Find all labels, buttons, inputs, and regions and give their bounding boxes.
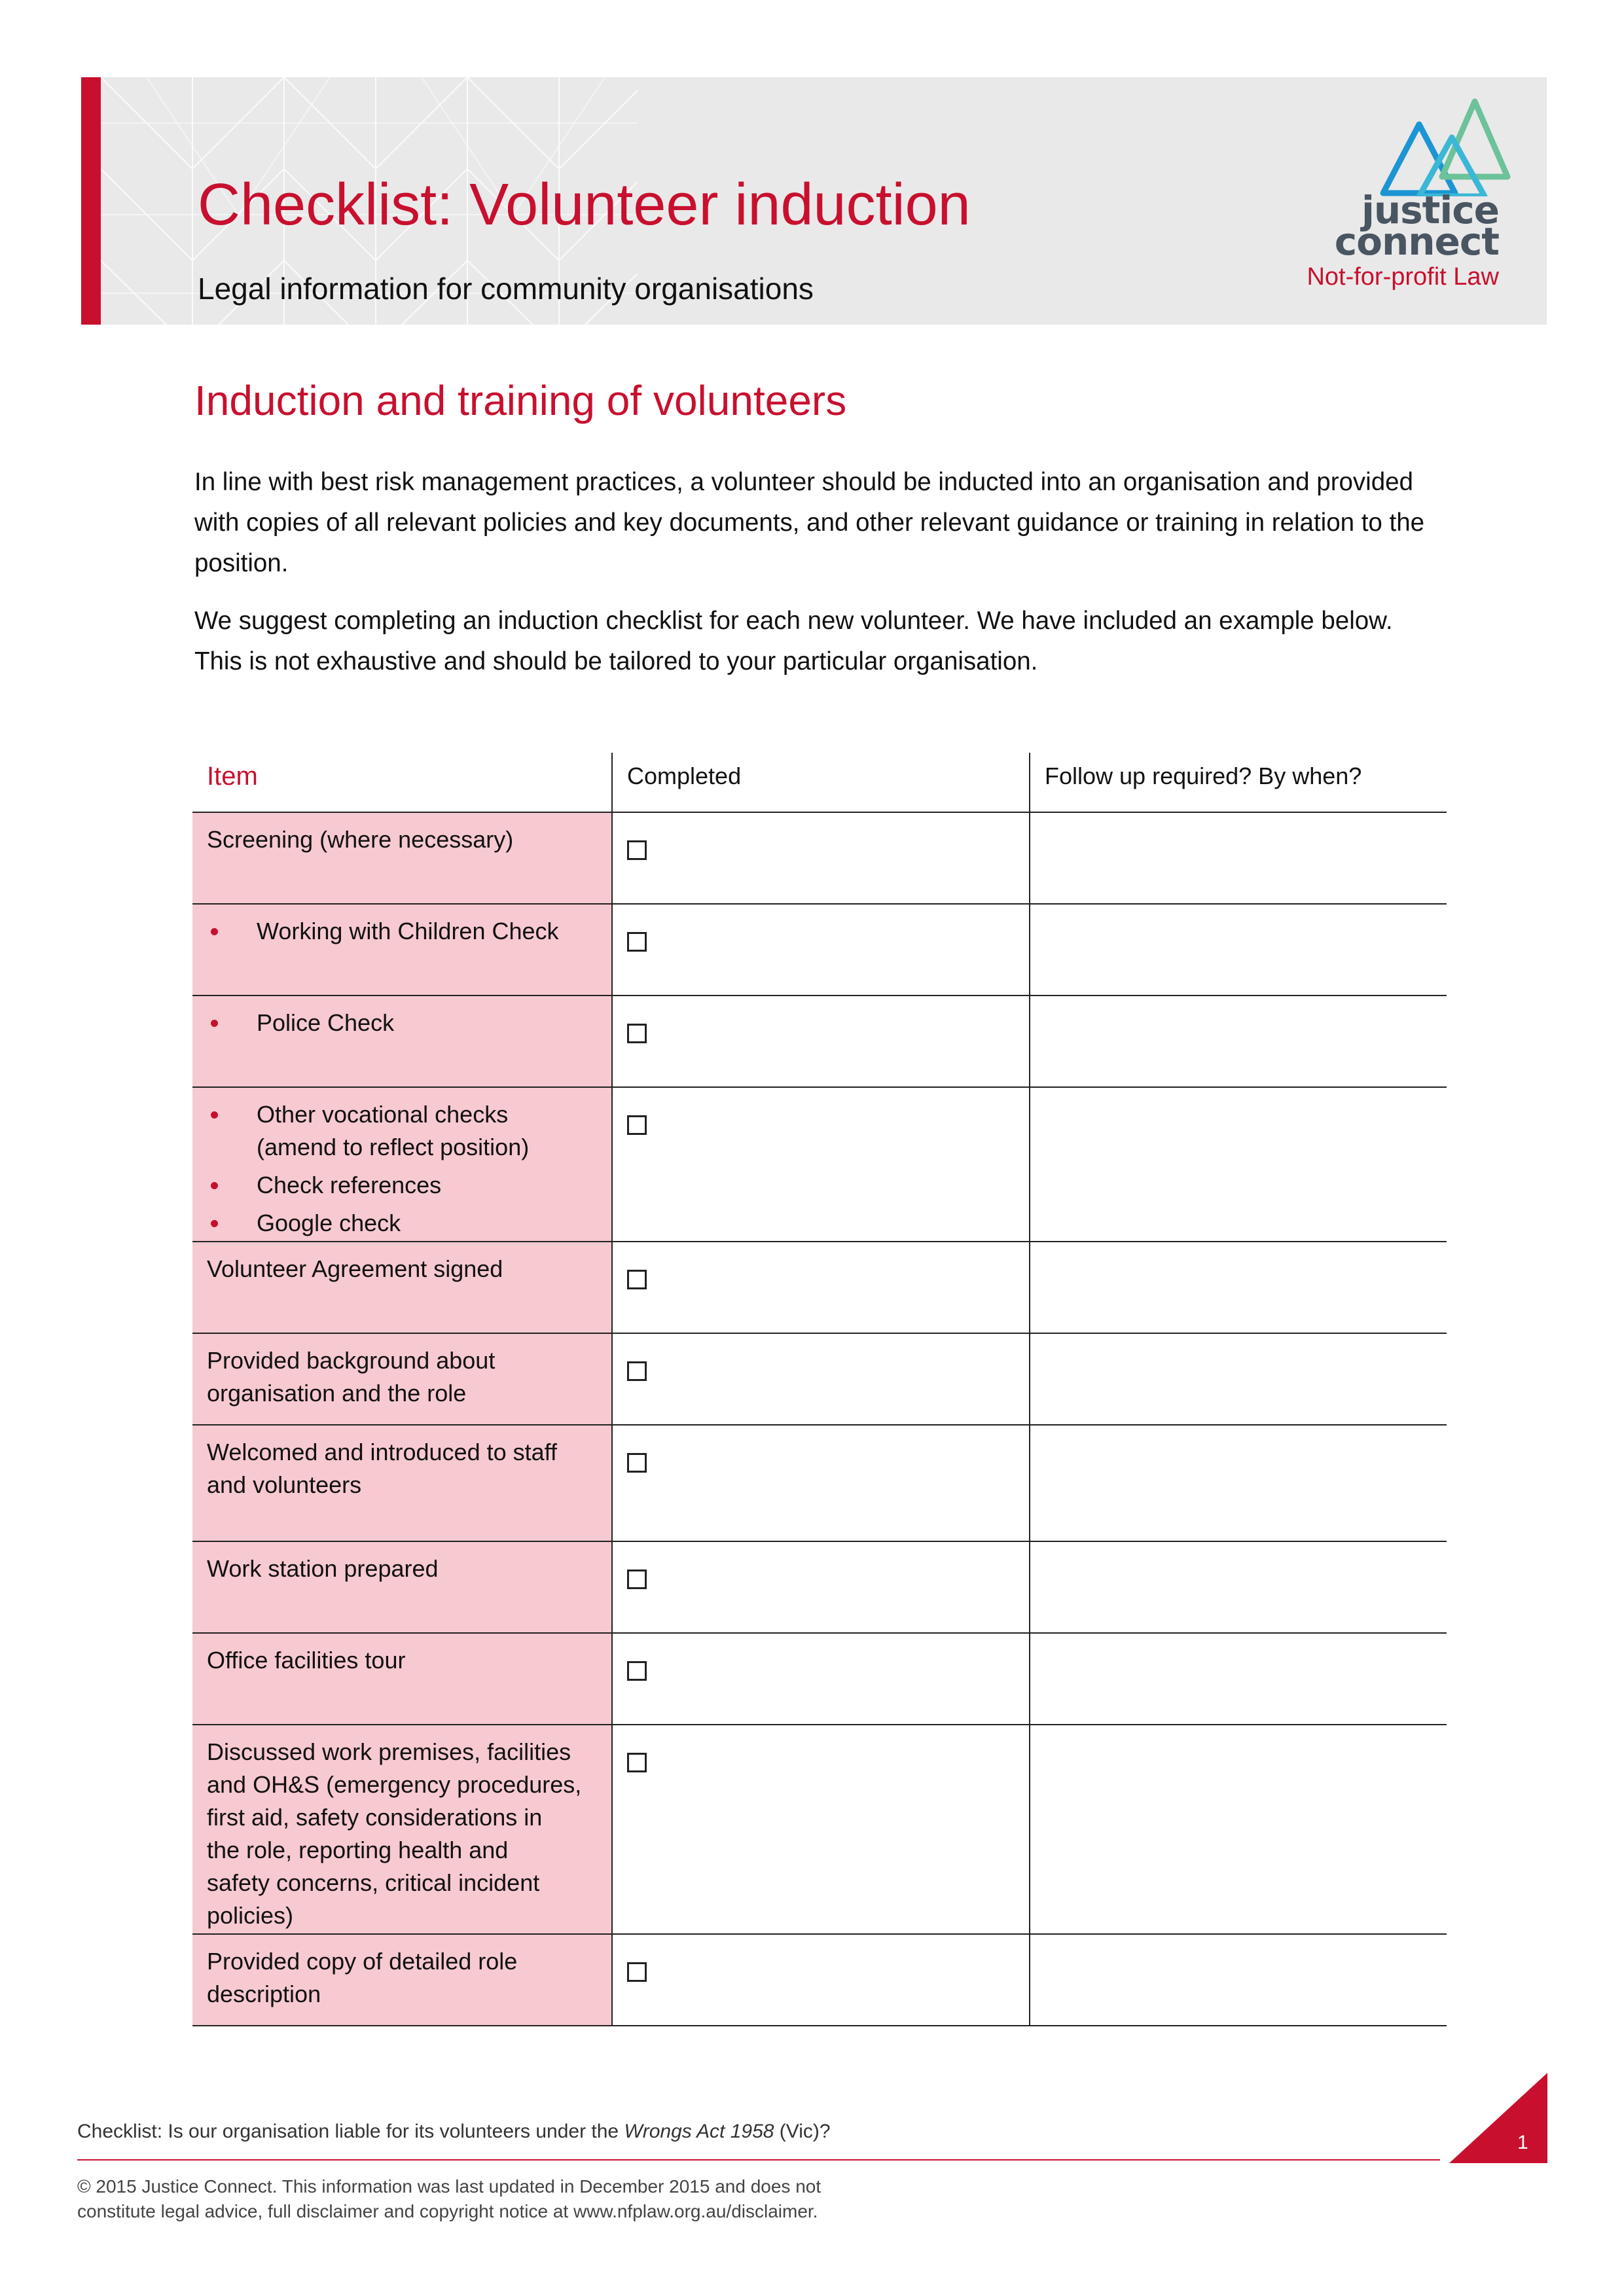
item-text: Work station prepared bbox=[207, 1555, 439, 1582]
item-text: Google check bbox=[257, 1210, 401, 1236]
item-text: Volunteer Agreement signed bbox=[207, 1255, 503, 1282]
footer-disclaimer bbox=[77, 2174, 821, 2224]
follow-up-cell[interactable] bbox=[1029, 1088, 1447, 1241]
logo-wordmark-justice: justice bbox=[1361, 188, 1499, 232]
item-text: Working with Children Check bbox=[257, 918, 559, 944]
footer-title-suffix: (Vic)? bbox=[774, 2121, 831, 2142]
follow-up-cell[interactable] bbox=[1029, 1935, 1447, 2025]
item-text: the role, reporting health and bbox=[207, 1837, 509, 1863]
item-text: Provided background about bbox=[207, 1347, 496, 1374]
completed-checkbox[interactable] bbox=[627, 1024, 647, 1043]
follow-up-cell[interactable] bbox=[1029, 1242, 1447, 1333]
completed-checkbox[interactable] bbox=[627, 840, 647, 860]
item-text: first aid, safety considerations in bbox=[207, 1804, 543, 1831]
table-row bbox=[192, 1935, 1447, 2026]
completed-checkbox[interactable] bbox=[627, 1453, 647, 1473]
completed-checkbox[interactable] bbox=[627, 1661, 647, 1681]
item-text: Provided copy of detailed role bbox=[207, 1948, 518, 1975]
item-cell bbox=[192, 1634, 611, 1724]
footer-divider bbox=[77, 2159, 1440, 2161]
item-text: Office facilities tour bbox=[207, 1647, 406, 1674]
item-cell bbox=[192, 1725, 611, 1933]
overlapping-triangles-logo-icon bbox=[1380, 98, 1511, 196]
footer-disclaimer-line: constitute legal advice, full disclaimer and copyright notice at www.nfplaw.org.au/disclaimer. bbox=[77, 2201, 818, 2221]
logo-wordmark-connect: connect bbox=[1334, 219, 1499, 264]
intro-paragraph-1: In line with best risk management practices, a volunteer should be inducted into an organisation and provided with copies of all relevant policies and key documents, and other relevant guidance or training in relation to the position. bbox=[194, 468, 1425, 577]
item-text: Check references bbox=[257, 1172, 442, 1198]
follow-up-cell[interactable] bbox=[1029, 996, 1447, 1086]
footer-disclaimer-line: © 2015 Justice Connect. This information was last updated in December 2015 and does not bbox=[77, 2176, 821, 2197]
item-text: Screening (where necessary) bbox=[207, 826, 514, 853]
item-text: and volunteers bbox=[207, 1471, 362, 1498]
footer-title-act: Wrongs Act 1958 bbox=[624, 2121, 774, 2142]
item-text: safety concerns, critical incident bbox=[207, 1869, 540, 1896]
item-cell bbox=[192, 996, 611, 1086]
bullet-item bbox=[207, 1007, 597, 1039]
completed-cell bbox=[611, 1426, 1029, 1541]
bullet-item bbox=[207, 1098, 597, 1164]
completed-checkbox[interactable] bbox=[627, 1115, 647, 1135]
footer-document-title bbox=[77, 2121, 831, 2143]
item-text: Discussed work premises, facilities bbox=[207, 1738, 571, 1765]
bullet-item bbox=[207, 1169, 597, 1202]
column-header-completed: Completed bbox=[611, 753, 1029, 812]
header-accent-stripe bbox=[81, 77, 101, 325]
table-row bbox=[192, 1634, 1447, 1725]
completed-cell bbox=[611, 1634, 1029, 1724]
page-subtitle: Legal information for community organisations bbox=[198, 272, 814, 306]
justice-connect-logo bbox=[1303, 98, 1525, 295]
section-heading: Induction and training of volunteers bbox=[194, 377, 847, 424]
completed-cell bbox=[611, 1242, 1029, 1333]
completed-checkbox[interactable] bbox=[627, 932, 647, 952]
table-row bbox=[192, 1242, 1447, 1334]
completed-cell bbox=[611, 1935, 1029, 2025]
follow-up-cell[interactable] bbox=[1029, 1334, 1447, 1424]
follow-up-cell[interactable] bbox=[1029, 1426, 1447, 1541]
item-cell bbox=[192, 813, 611, 903]
completed-cell bbox=[611, 1334, 1029, 1424]
follow-up-cell[interactable] bbox=[1029, 813, 1447, 903]
bullet-item bbox=[207, 915, 597, 948]
column-header-item: Item bbox=[207, 762, 258, 791]
table-header-row bbox=[192, 753, 1447, 813]
item-text: Police Check bbox=[257, 1009, 395, 1036]
completed-checkbox[interactable] bbox=[627, 1753, 647, 1772]
bullet-item bbox=[207, 1207, 597, 1240]
table-row bbox=[192, 905, 1447, 996]
completed-cell bbox=[611, 1542, 1029, 1632]
completed-cell bbox=[611, 813, 1029, 903]
completed-checkbox[interactable] bbox=[627, 1570, 647, 1589]
page-title: Checklist: Volunteer induction bbox=[198, 172, 971, 238]
item-cell bbox=[192, 1088, 611, 1241]
completed-cell bbox=[611, 905, 1029, 995]
table-row bbox=[192, 1334, 1447, 1426]
page-corner-triangle bbox=[1449, 2073, 1547, 2163]
follow-up-cell[interactable] bbox=[1029, 1634, 1447, 1724]
completed-checkbox[interactable] bbox=[627, 1270, 647, 1289]
completed-checkbox[interactable] bbox=[627, 1962, 647, 1982]
table-row bbox=[192, 996, 1447, 1088]
item-cell bbox=[192, 1935, 611, 2025]
intro-paragraph-2: We suggest completing an induction checklist for each new volunteer. We have included an example below. This is not exhaustive and should be tailored to your particular organisation. bbox=[194, 607, 1393, 675]
table-row bbox=[192, 1725, 1447, 1935]
footer-title-text: Checklist: Is our organisation liable for its volunteers under the bbox=[77, 2121, 624, 2142]
item-cell bbox=[192, 1334, 611, 1424]
item-text: and OH&S (emergency procedures, bbox=[207, 1771, 582, 1798]
table-row bbox=[192, 1088, 1447, 1242]
item-text: Welcomed and introduced to staff bbox=[207, 1439, 557, 1465]
item-text: (amend to reflect position) bbox=[257, 1134, 530, 1160]
completed-cell bbox=[611, 1725, 1029, 1933]
table-row bbox=[192, 1542, 1447, 1634]
follow-up-cell[interactable] bbox=[1029, 1542, 1447, 1632]
completed-cell bbox=[611, 996, 1029, 1086]
item-text: Other vocational checks bbox=[257, 1101, 509, 1128]
item-cell bbox=[192, 905, 611, 995]
completed-checkbox[interactable] bbox=[627, 1361, 647, 1381]
table-row bbox=[192, 1426, 1447, 1542]
logo-tagline: Not-for-profit Law bbox=[1307, 263, 1499, 291]
page-number: 1 bbox=[1517, 2132, 1528, 2153]
column-header-follow-up: Follow up required? By when? bbox=[1029, 753, 1447, 812]
item-text: organisation and the role bbox=[207, 1380, 467, 1407]
item-text: policies) bbox=[207, 1902, 294, 1929]
follow-up-cell[interactable] bbox=[1029, 905, 1447, 995]
item-cell bbox=[192, 1426, 611, 1541]
item-cell bbox=[192, 1242, 611, 1333]
item-text: description bbox=[207, 1981, 321, 2007]
completed-cell bbox=[611, 1088, 1029, 1241]
follow-up-cell[interactable] bbox=[1029, 1725, 1447, 1933]
item-cell bbox=[192, 1542, 611, 1632]
table-row bbox=[192, 813, 1447, 905]
induction-checklist-table bbox=[192, 753, 1447, 2026]
